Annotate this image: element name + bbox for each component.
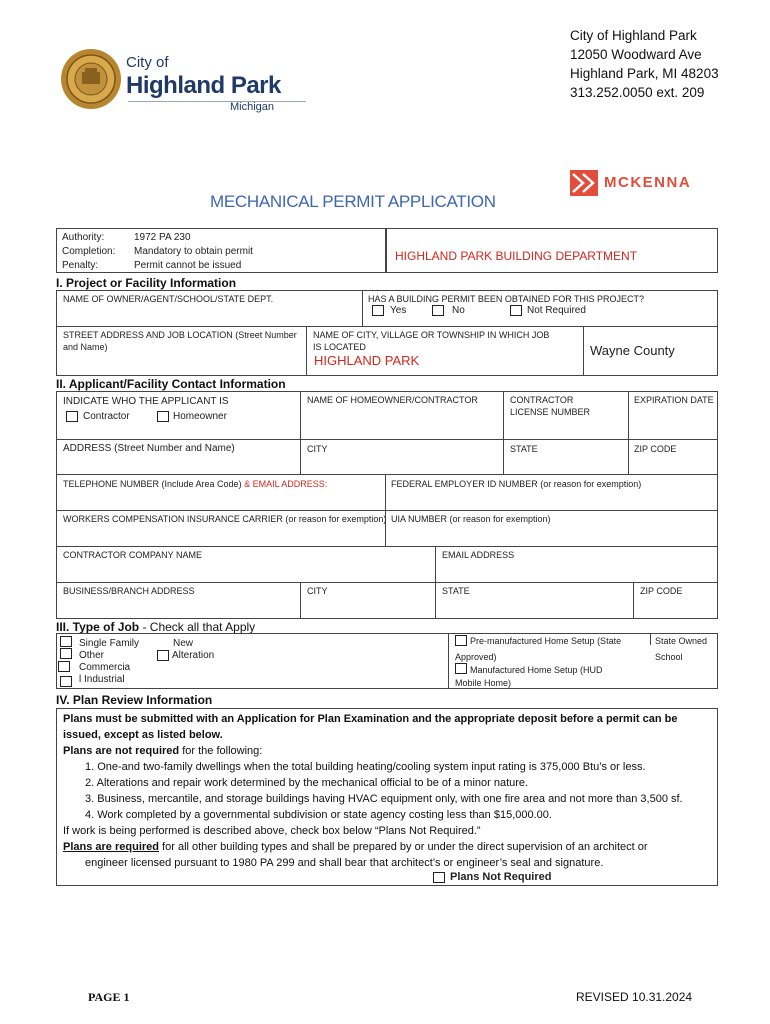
divider [300,439,301,474]
divider [448,633,449,689]
industrial-checkbox[interactable] [60,676,72,687]
plans-not-required-phrase: Plans are not required [63,745,180,757]
divider [56,326,718,327]
mckenna-mark-icon [570,170,598,196]
divider [503,391,504,439]
plan-item: 3. Business, mercantile, and storage buildings having HVAC equipment only, with one fire area and not more than 3,500 sf. [85,793,683,805]
plan-para-4-rest: for all other building types and shall be prepared by or under the direct supervision of an architect or [159,841,648,853]
address-line: Highland Park, MI 48203 [570,66,719,81]
divider [300,582,301,619]
yes-checkbox[interactable] [372,305,384,316]
city-address-block [570,26,719,102]
branch-label: BUSINESS/BRANCH ADDRESS [63,586,195,596]
alteration-label: Alteration [172,650,215,661]
address-label: ADDRESS (Street Number and Name) [63,443,235,454]
revised-date: REVISED 10.31.2024 [576,990,693,1004]
divider [306,326,307,376]
plans-required-phrase: Plans are required [63,841,159,853]
section-3-heading [56,620,255,634]
divider [628,439,629,474]
other-label: Other [79,650,105,661]
plan-para-4 [63,839,713,855]
divider [385,474,386,546]
divider [503,439,504,474]
plan-item: 1. One-and two-family dwellings when the total building heating/cooling system input rating is 375,000 Btu’s or less. [85,761,646,773]
manufactured-label: Manufactured Home Setup (HUD [470,665,603,675]
divider [56,510,718,511]
section-2-heading: II. Applicant/Facility Contact Information [56,377,286,391]
owner-label: NAME OF OWNER/AGENT/SCHOOL/STATE DEPT. [63,294,274,304]
industrial-label: l Industrial [79,674,125,685]
plan-item: 4. Work completed by a governmental subdivision or state agency costing less than $15,000.00. [85,809,552,821]
divider [633,582,634,619]
penalty-label: Penalty: [62,260,99,271]
zip-label-2: ZIP CODE [640,586,683,596]
plan-para-2-rest: for the following: [179,745,263,757]
street-label: STREET ADDRESS AND JOB LOCATION (Street Number and Name) [63,330,297,352]
state-owned-label: State Owned [655,636,708,646]
single-family-label: Single Family [79,638,140,649]
plan-para-1: Plans must be submitted with an Application for Plan Examination and the appropriate deposit before a permit can be [63,713,678,725]
not-required-checkbox[interactable] [510,305,522,316]
plan-para-3: If work is being performed is described above, check box below “Plans Not Required.” [63,825,481,837]
plan-review-text [63,711,713,871]
plans-not-required-label: Plans Not Required [450,871,552,883]
authority-values [134,231,253,273]
county-value: Wayne County [590,343,675,358]
premanufactured-checkbox[interactable] [455,635,467,646]
address-line: 313.252.0050 ext. 209 [570,85,705,100]
phone-label-text: TELEPHONE NUMBER (Include Area Code) [63,479,242,489]
license-label: CONTRACTOR LICENSE NUMBER [510,395,591,417]
section-3-suffix: - Check all that Apply [139,620,256,634]
department-name: HIGHLAND PARK BUILDING DEPARTMENT [395,249,638,263]
penalty-value: Permit cannot be issued [134,260,242,271]
address-line: 12050 Woodward Ave [570,47,702,62]
contractor-label: Contractor [83,411,130,422]
city-label-2: CITY [307,444,328,454]
divider [650,633,651,645]
divider [362,290,363,326]
commercial-label: Commercia [79,662,131,673]
authority-value: 1972 PA 230 [134,232,191,243]
city-label: NAME OF CITY, VILLAGE OR TOWNSHIP IN WHICH JOB IS LOCATED [313,330,550,352]
phone-label [63,478,327,490]
divider [56,439,718,440]
authority-labels [62,231,115,273]
email-address-label: & EMAIL ADDRESS: [241,479,328,489]
address-line: City of Highland Park [570,28,697,43]
logo-city-of: City of [126,54,169,71]
section-1-heading: I. Project or Facility Information [56,276,237,290]
state-label: STATE [510,444,538,454]
expiration-label: EXPIRATION DATE [634,395,714,405]
section-4-heading: IV. Plan Review Information [56,693,213,707]
owner-field[interactable] [60,304,350,322]
uia-label: UIA NUMBER (or reason for exemption) [391,514,551,524]
section-3-title: III. Type of Job [56,620,140,634]
completion-value: Mandatory to obtain permit [134,246,253,257]
email-label: EMAIL ADDRESS [442,550,515,560]
company-label: CONTRACTOR COMPANY NAME [63,550,203,560]
city-logo [60,48,310,118]
divider [583,326,584,376]
divider [56,582,718,583]
page-title: MECHANICAL PERMIT APPLICATION [210,192,496,211]
plan-para-2 [63,743,713,759]
city-seal-icon [60,48,122,110]
authority-label: Authority: [62,232,105,243]
plans-not-required-checkbox[interactable] [433,872,445,883]
commercial-checkbox[interactable] [58,661,70,672]
divider [628,391,629,439]
manufactured-label-2: Mobile Home) [455,678,512,688]
new-label: New [173,638,194,649]
contractor-checkbox[interactable] [66,411,78,422]
other-checkbox[interactable] [60,648,72,659]
new-alteration-checkbox[interactable] [157,650,169,661]
logo-divider [128,101,306,102]
premanufactured-label-2: Approved) [455,652,497,662]
yes-label: Yes [390,305,407,316]
state-label-2: STATE [442,586,470,596]
indicate-applicant: INDICATE WHO THE APPLICANT IS [63,396,229,407]
city-value: HIGHLAND PARK [314,353,420,368]
name-label: NAME OF HOMEOWNER/CONTRACTOR [307,395,478,405]
no-checkbox[interactable] [432,305,444,316]
not-required-label: Not Required [527,305,586,316]
completion-label: Completion: [62,246,116,257]
fein-label: FEDERAL EMPLOYER ID NUMBER (or reason for exemption) [391,479,642,489]
plan-para-1b: issued, except as listed below. [63,729,223,741]
logo-michigan: Michigan [230,101,275,113]
mckenna-wordmark: MCKENNA [604,174,692,191]
homeowner-label: Homeowner [173,411,227,422]
single-family-checkbox[interactable] [60,636,72,647]
no-label: No [452,305,465,316]
permit-question: HAS A BUILDING PERMIT BEEN OBTAINED FOR THIS PROJECT? [368,294,645,304]
manufactured-checkbox[interactable] [455,663,467,674]
workers-comp-label: WORKERS COMPENSATION INSURANCE CARRIER (or reason for exemption) [63,514,387,524]
page-number: PAGE 1 [88,990,130,1004]
zip-label: ZIP CODE [634,444,677,454]
divider [56,546,718,547]
divider [300,391,301,439]
city-label-3: CITY [307,586,328,596]
state-owned-label-2: School [655,652,683,662]
plan-item: 2. Alterations and repair work determined by the mechanical official to be of a minor nature. [85,777,529,789]
premanufactured-label: Pre-manufactured Home Setup (State [470,636,622,646]
divider [435,546,436,582]
mckenna-logo [570,170,700,198]
divider [56,474,718,475]
divider [435,582,436,619]
homeowner-checkbox[interactable] [157,411,169,422]
logo-highland-park: Highland Park [126,72,281,99]
plan-para-4b: engineer licensed pursuant to 1980 PA 299 and shall bear that architect’s or engineer’s seal and signature. [85,857,604,869]
